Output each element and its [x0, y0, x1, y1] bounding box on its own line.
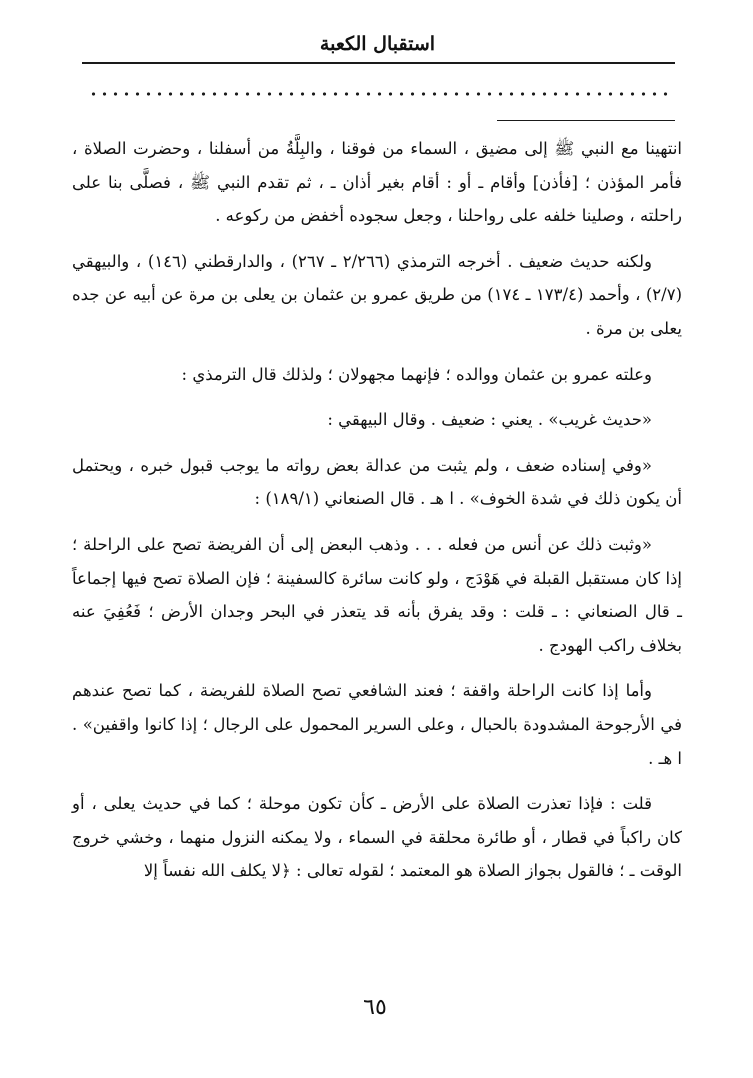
paragraph-sanani-quote: «وثبت ذلك عن أنس من فعله . . . وذهب البعض إلى أن الفريضة تصح على الراحلة ؛ إذا كان مستقبل القبلة في هَوْدَج ، ولو كانت سائرة كالسفينة ؛ فإن الصلاة تصح فيها إجماعاً ـ قال الصنعاني : ـ قلت : وقد يفرق بأنه قد يتعذر في البحر وجدان الأرض ؛ فَعُفِيَ عنه بخلاف راكب الهودج .: [72, 534, 682, 655]
footnote-rule: [497, 120, 675, 121]
body-text: [72, 132, 682, 900]
paragraph-hadith-continuation: انتهينا مع النبي ﷺ إلى مضيق ، السماء من فوقنا ، والبِلَّةُ من أسفلنا ، وحضرت الصلاة ، فأمر المؤذن ؛ [فأذن] وأقام ـ أو : أقام بغير أذان ـ ، ثم تقدم النبي ﷺ ، فصلَّى بنا على راحلته ، وصلينا خلفه على رواحلنا ، وجعل سجوده أخفض من ركوعه .: [72, 139, 682, 226]
paragraph-shafii: وأما إذا كانت الراحلة واقفة ؛ فعند الشافعي تصح الصلاة للفريضة ، كما تصح عندهم في الأرجوحة المشدودة بالحبال ، وعلى السرير المحمول على الرجال ؛ إذا كانوا واقفين» . ا هـ .: [72, 681, 682, 768]
header-rule: [82, 62, 675, 64]
paragraph-author-comment: قلت : فإذا تعذرت الصلاة على الأرض ـ كأن تكون موحلة ؛ كما في حديث يعلى ، أو كان راكباً في قطار ، أو طائرة محلقة في السماء ، ولا يمكنه النزول منهما ، وخشي خروج الوقت ـ ؛ فالقول بجواز الصلاة هو المعتمد ؛ لقوله تعالى : ﴿لا يكلف الله نفساً إلا: [72, 794, 682, 881]
dotted-separator: [88, 86, 673, 102]
paragraph-gharib: «حديث غريب» . يعني : ضعيف . وقال البيهقي :: [327, 410, 652, 430]
paragraph-defect: وعلته عمرو بن عثمان ووالده ؛ فإنهما مجهولان ؛ ولذلك قال الترمذي :: [181, 364, 652, 384]
paragraph-bayhaqi-quote: «وفي إسناده ضعف ، ولم يثبت من عدالة بعض رواته ما يوجب قبول خبره ، ويحتمل أن يكون ذلك في شدة الخوف» . ا هـ . قال الصنعاني (١٨٩/١) :: [72, 455, 682, 509]
running-head-title: استقبال الكعبة: [319, 33, 436, 55]
page-number: ٦٥: [363, 995, 387, 1020]
paragraph-weak-hadith: ولكنه حديث ضعيف . أخرجه الترمذي (٢/٢٦٦ ـ ٢٦٧) ، والدارقطني (١٤٦) ، والبيهقي (٢/٧) ، وأحمد (١٧٣/٤ ـ ١٧٤) من طريق عمرو بن عثمان بن يعلى بن مرة عن أبيه عن جده يعلى بن مرة .: [72, 251, 683, 338]
